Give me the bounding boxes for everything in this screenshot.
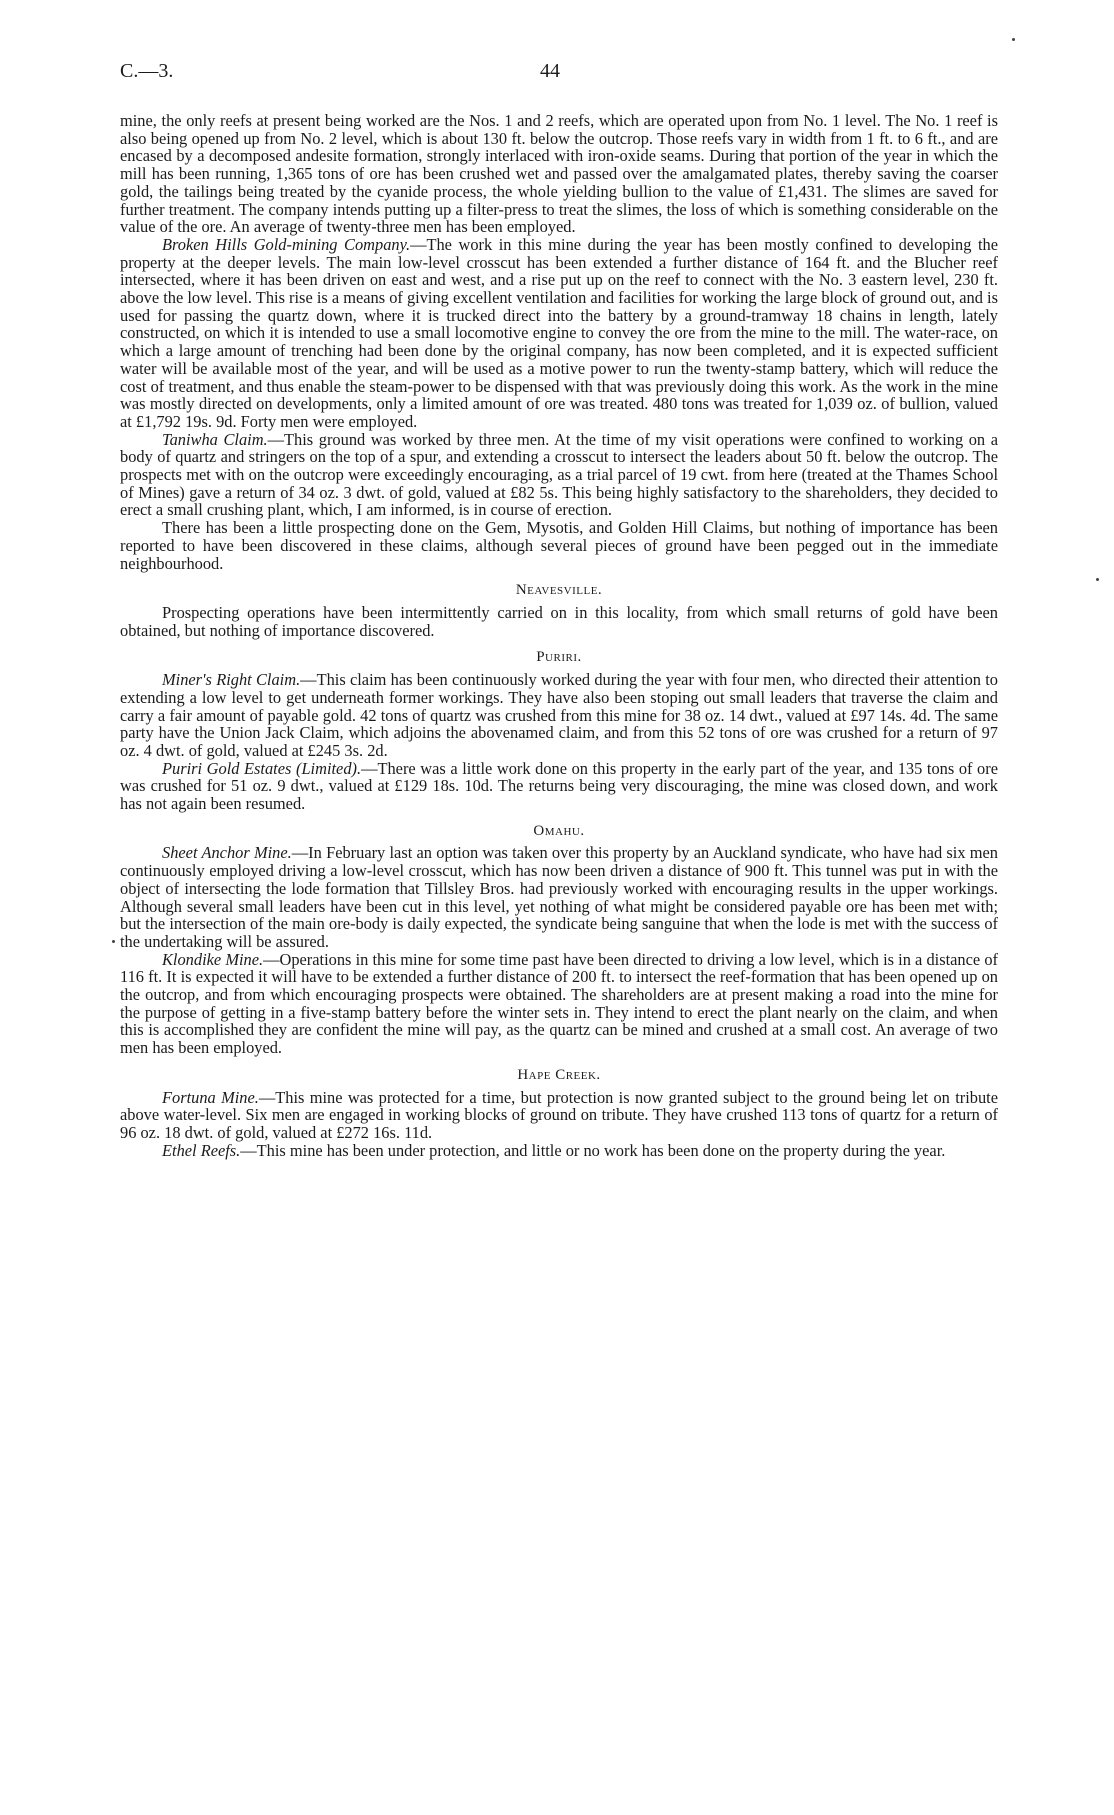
paragraph-text: mine, the only reefs at present being worked are the Nos. 1 and 2 reefs, which are operated upon from No. 1 level. The No. 1 reef is also being opened up from No. 2 level, which is about 130 ft. below the outcrop. Those reefs vary in width from 1 ft. to 6 ft., and are encased by a decomposed andesite formation, strongly interlaced with iron-oxide seams. During that portion of the year in which the mill has been running, 1,365 tons of ore has been crushed wet and passed over the amalgamated plates, thereby saving the coarser gold, the tailings being treated by the cyanide process, the whole yielding bullion to the value of £1,431. The slimes are saved for further treatment. The company intends putting up a filter-press to treat the slimes, the loss of which is something considerable on the value of the ore. An average of twenty-three men has been employed. [120, 111, 998, 237]
paragraph-title: Miner's Right Claim. [162, 670, 301, 690]
section-heading-hape-creek: Hape Creek. [517, 1066, 601, 1083]
paragraph-fortuna [120, 1089, 998, 1142]
paragraph-text: —This claim has been continuously worked during the year with four men, who directed their attention to extending a low level to get underneath former workings. They have also been stoping out small leaders that traverse the claim and carry a fair amount of payable gold. 42 tons of quartz was crushed from this mine for 38 oz. 14 dwt., valued at £97 14s. 4d. The same party have the Union Jack Claim, which adjoins the abovenamed claim, and from this 52 tons of ore was crushed for a return of 97 oz. 4 dwt. of gold, valued at £245 3s. 2d. [120, 670, 998, 760]
paragraph-miners-right [120, 671, 998, 760]
section-heading-omahu: Omahu. [533, 822, 585, 839]
page-header [120, 60, 1008, 90]
paragraph-mine-continued [120, 112, 998, 236]
paragraph-title: Klondike Mine. [162, 949, 264, 969]
paragraph-text: —Operations in this mine for some time past have been directed to driving a low level, which is in a distance of 116 ft. It is expected it will have to be extended a further distance of 200 ft. to intersect the reef-formation that has been opened up on the outcrop, and from which encouraging prospects were obtained. The shareholders are at present making a road into the mine for the purpose of getting in a five-stamp battery before the winter sets in. They intend to erect the plant nearly on the claim, and when this is accomplished they are confident the mine will pay, as the quartz can be mined and crushed at a small cost. An average of two men has been employed. [120, 949, 998, 1058]
report-reference: C.—3. [120, 60, 174, 82]
paragraph-title: Taniwha Claim. [162, 429, 268, 449]
paragraph-text: —There was a little work done on this property in the early part of the year, and 135 tons of ore was crushed for 51 oz. 9 dwt., valued at £129 18s. 10d. The returns being very discouraging, the mine was closed down, and work has not again been resumed. [120, 758, 998, 814]
paragraph-text: —This mine was protected for a time, but protection is now granted subject to the ground being let on tribute above water-level. Six men are engaged in working blocks of ground on tribute. They have crushed 113 tons of quartz for a return of 96 oz. 18 dwt. of gold, valued at £272 16s. 11d. [120, 1087, 998, 1142]
paragraph-sheet-anchor [120, 844, 998, 950]
paragraph-text: —This mine has been under protection, and little or no work has been done on the property during the year. [240, 1140, 946, 1160]
paragraph-title: Broken Hills Gold-mining Company. [162, 234, 411, 254]
paragraph-prospecting [120, 519, 998, 572]
paragraph-title: Fortuna Mine. [162, 1087, 259, 1107]
page-number: 44 [540, 60, 560, 82]
paragraph-title: Puriri Gold Estates (Limited). [162, 758, 362, 778]
paragraph-taniwha [120, 431, 998, 520]
paragraph-text: There has been a little prospecting done on the Gem, Mysotis, and Golden Hill Claims, but nothing of importance has been reported to have been discovered in these claims, although several pieces of ground have been pegged out in the immediate neighbourhood. [120, 518, 998, 573]
paragraph-title: Ethel Reefs. [162, 1140, 241, 1160]
paragraph-text: —The work in this mine during the year has been mostly confined to developing the property at the deeper levels. The main low-level crosscut has been extended a further distance of 164 ft. and the Blucher reef intersected, where it has been driven on east and west, and a rise put up on the reef to connect with the No. 3 eastern level, 230 ft. above the low level. This rise is a means of giving excellent ventilation and facilities for working the large block of ground out, and is used for passing the quartz down, where it is trucked direct into the battery by a ground-tramway 18 chains in length, lately constructed, on which it is intended to use a small locomotive engine to convey the ore from the mine to the mill. The water-race, on which a large amount of trenching had been done by the original company, has now been completed, and it is expected sufficient water will be available most of the year, and will be used as a motive power to run the twenty-stamp battery, which will reduce the cost of treatment, and thus enable the steam-power to be dispensed with that was previously doing this work. As the work in the mine was mostly directed on developments, only a limited amount of ore was treated. 480 tons was treated for 1,039 oz. of bullion, valued at £1,792 19s. 9d. Forty men were employed. [120, 234, 998, 431]
paragraph-ethel-reefs [120, 1142, 998, 1160]
paragraph-neavesville [120, 604, 998, 639]
paragraph-klondike [120, 951, 998, 1057]
paragraph-broken-hills [120, 236, 998, 431]
paragraph-puriri-gold-estates [120, 760, 998, 813]
scan-speck [1096, 578, 1099, 581]
paragraph-text: —This ground was worked by three men. At the time of my visit operations were confined to working on a body of quartz and stringers on the top of a spur, and extending a crosscut to intersect the leaders about 50 ft. below the outcrop. The prospects met with on the outcrop were exceedingly encouraging, as a trial parcel of 19 cwt. from here (treated at the Thames School of Mines) gave a return of 34 oz. 3 dwt. of gold, valued at £82 5s. This being highly satisfactory to the shareholders, they decided to erect a small crushing plant, which, I am informed, is in course of erection. [120, 429, 998, 520]
section-heading-puriri: Puriri. [536, 649, 582, 666]
body-text [120, 112, 998, 1159]
scan-speck [112, 940, 115, 943]
scan-speck [1012, 38, 1015, 41]
section-heading-neavesville: Neavesville. [515, 582, 603, 599]
paragraph-title: Sheet Anchor Mine. [162, 843, 292, 863]
paragraph-text: Prospecting operations have been intermittently carried on in this locality, from which small returns of gold have been obtained, but nothing of importance discovered. [120, 602, 998, 640]
paragraph-text: —In February last an option was taken over this property by an Auckland syndicate, who have had six men continuously employed driving a low-level crosscut, which has now been driven a distance of 900 ft. This tunnel was put in with the object of intersecting the lode formation that Tillsley Bros. had previously worked with encouraging results in the upper workings. Although several small leaders have been cut in this level, yet nothing of what might be considered payable ore has been met with; but the intersection of the main ore-body is daily expected, the syndicate being sanguine that when the lode is met with the success of the undertaking will be assured. [120, 843, 999, 951]
